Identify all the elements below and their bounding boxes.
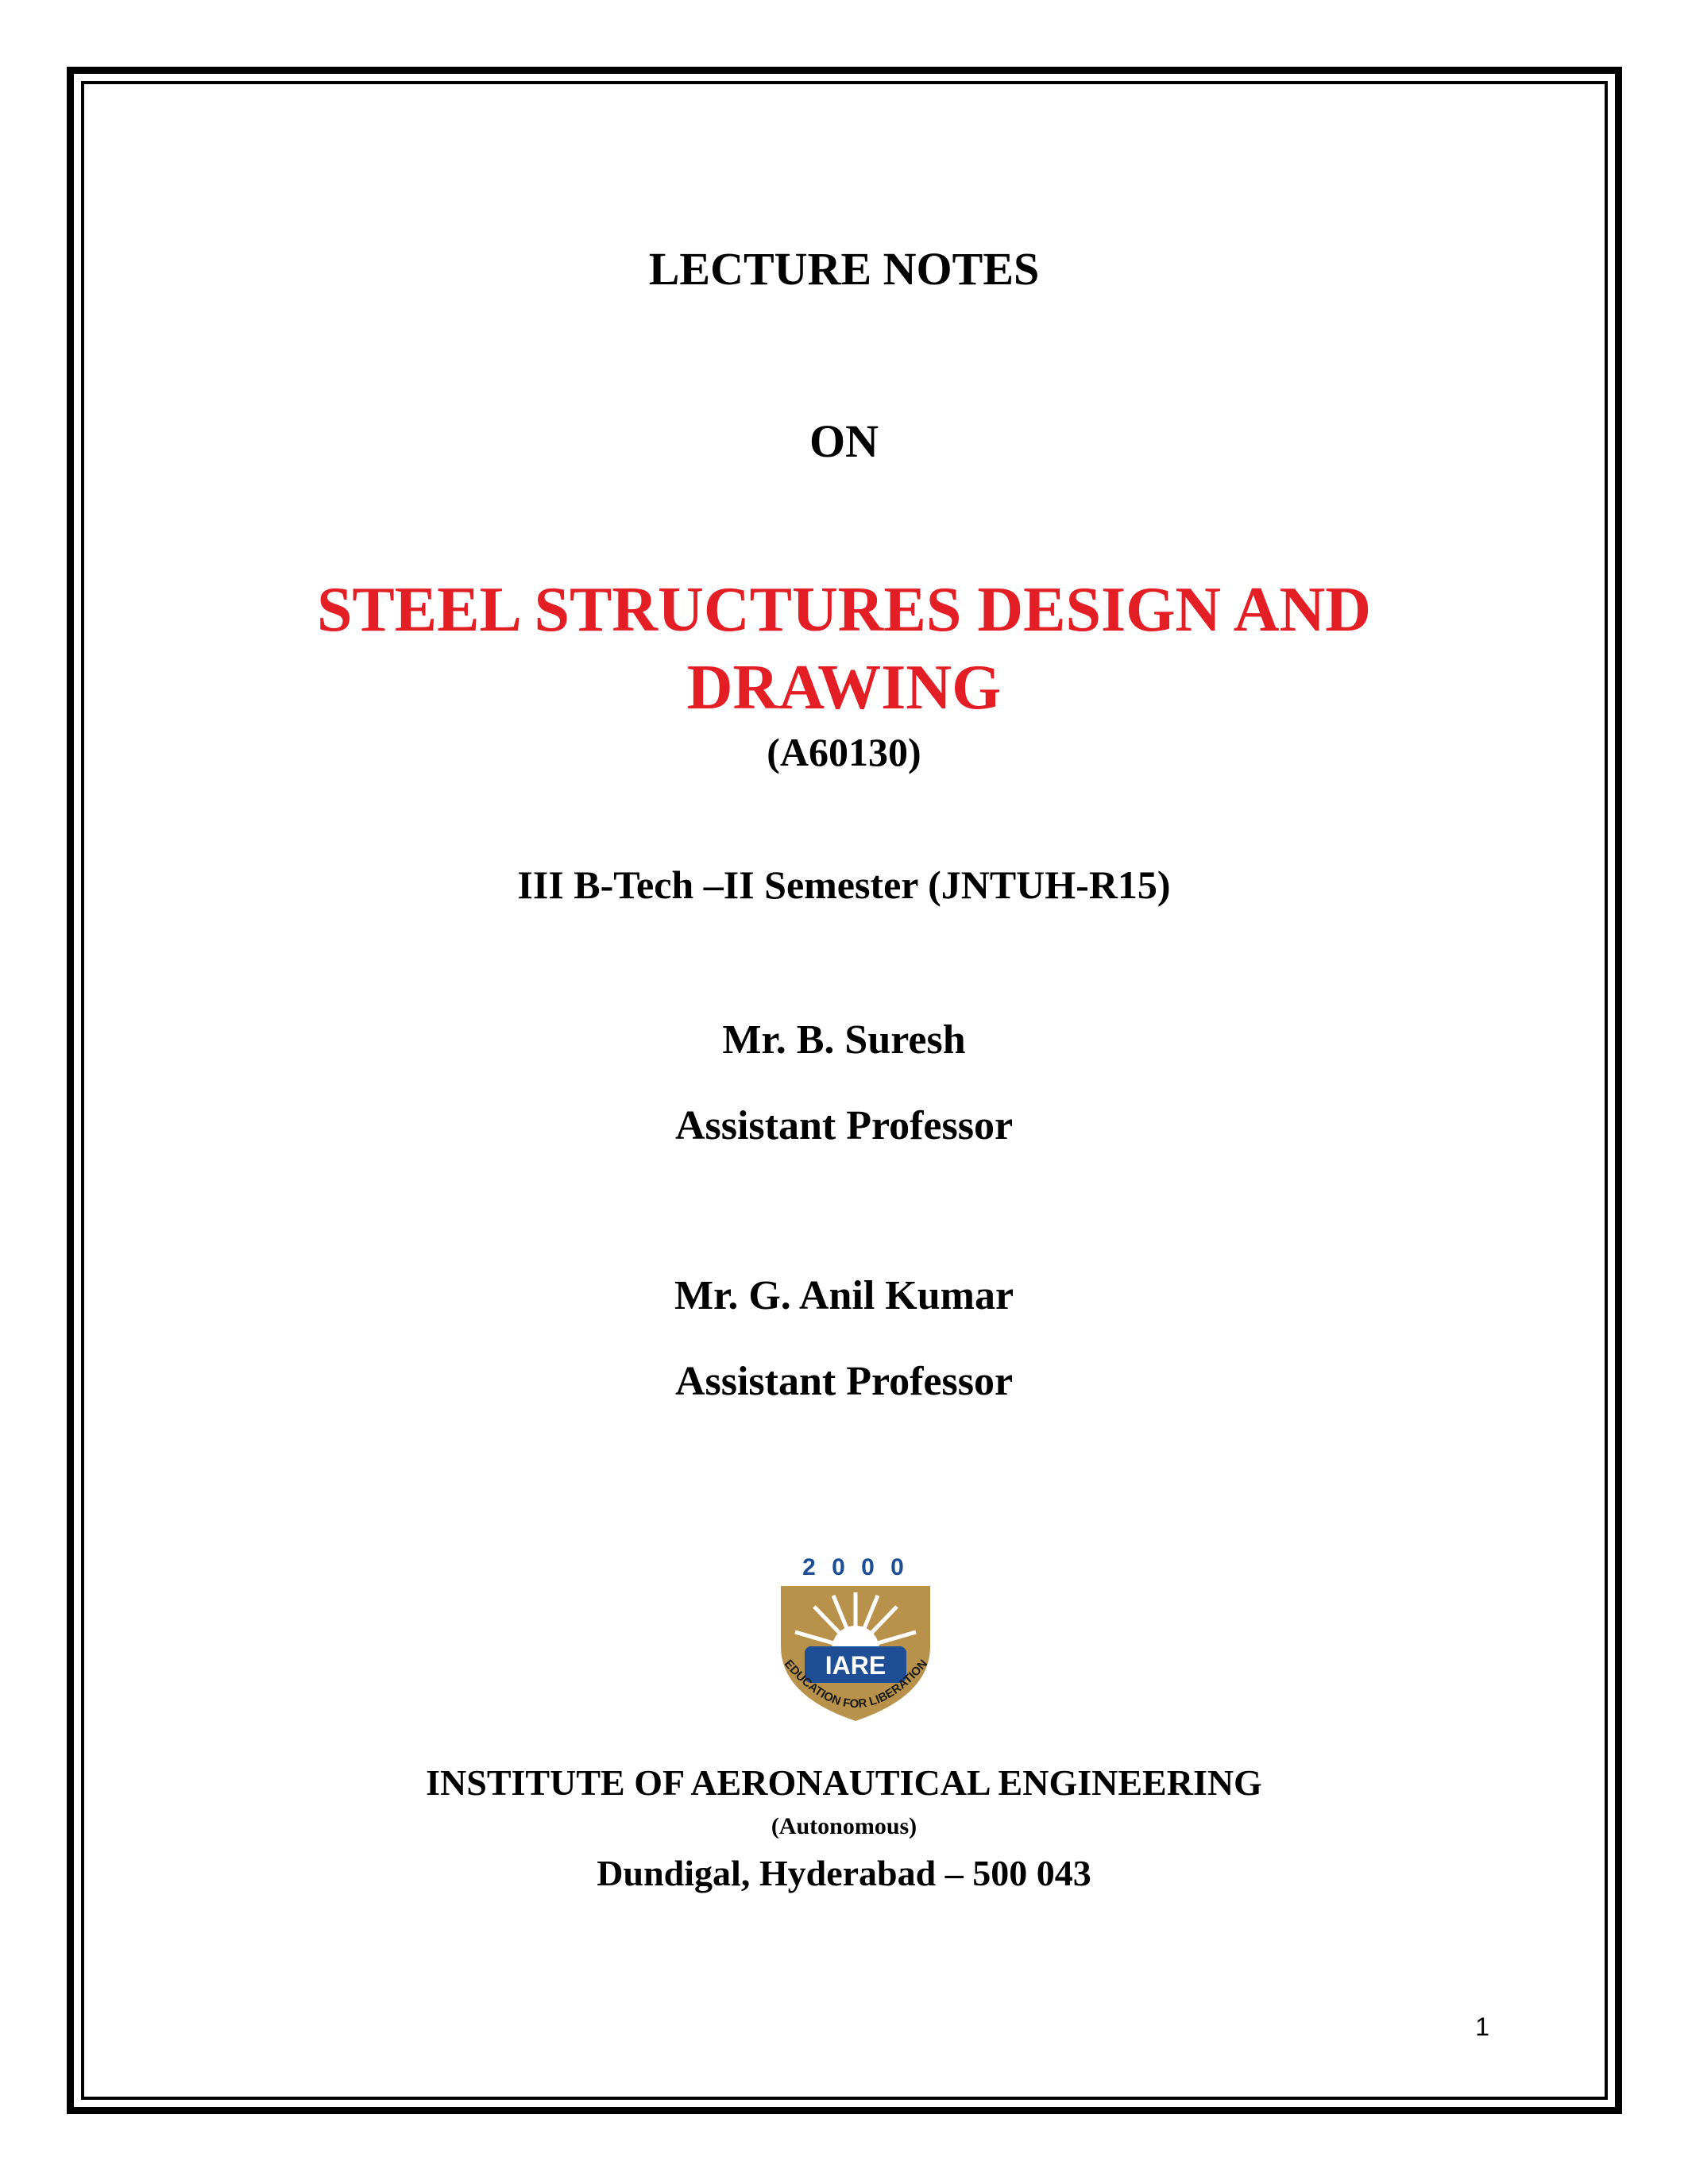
course-code: (A60130)	[767, 730, 921, 774]
document-title-line-1: STEEL STRUCTURES DESIGN AND	[316, 575, 1372, 645]
iare-logo	[767, 1545, 945, 1735]
on-text: ON	[809, 415, 879, 467]
author-name: Mr. B. Suresh	[722, 1017, 966, 1063]
page-number: 1	[1475, 2012, 1489, 2041]
institute-address: Dundigal, Hyderabad – 500 043	[597, 1853, 1091, 1893]
institute-name: INSTITUTE OF AERONAUTICAL ENGINEERING	[426, 1762, 1262, 1803]
logo-motto-text: EDUCATION FOR LIBERATION	[781, 1657, 931, 1711]
institute-status: (Autonomous)	[771, 1813, 917, 1839]
document-heading: LECTURE NOTES	[648, 243, 1040, 295]
author-name: Mr. G. Anil Kumar	[674, 1273, 1014, 1318]
author-designation: Assistant Professor	[674, 1359, 1014, 1404]
semester-info: III B-Tech –II Semester (JNTUH-R15)	[517, 862, 1171, 907]
document-title-line-2: DRAWING	[686, 653, 1002, 723]
logo-year: 2 0 0 0	[802, 1554, 909, 1580]
author-designation: Assistant Professor	[674, 1103, 1014, 1148]
logo-abbreviation: IARE	[825, 1651, 886, 1680]
